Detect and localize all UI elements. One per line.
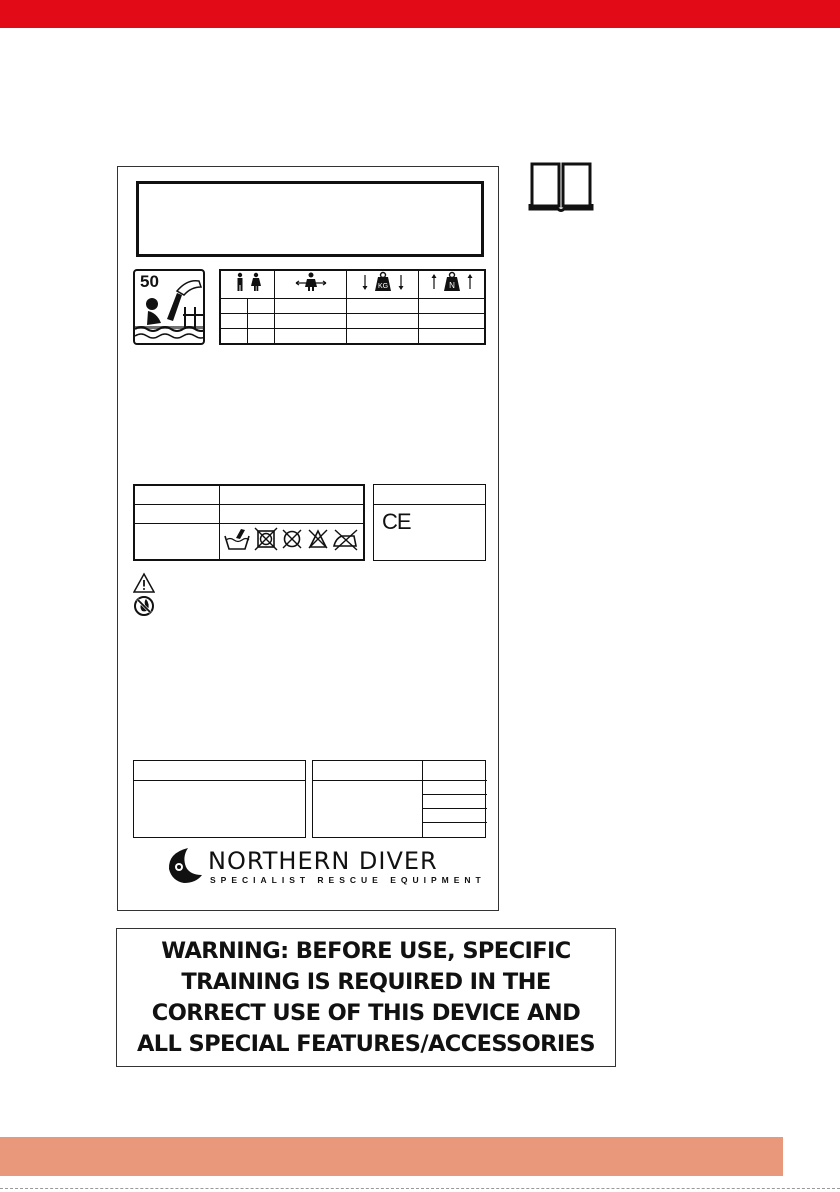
certification-header — [374, 485, 485, 505]
male-female-icon — [229, 272, 267, 292]
materials-care-box — [133, 484, 365, 561]
weight-kg-text: KG — [377, 283, 388, 290]
sizing-row — [221, 299, 485, 314]
buoyancy-n-text: N — [448, 281, 455, 290]
sizing-row — [221, 314, 485, 329]
info-box-left — [133, 760, 306, 838]
no-fire-icon — [133, 595, 155, 617]
no-dry-clean-icon — [309, 530, 327, 548]
sizing-table — [219, 269, 486, 345]
warning-triangle-icon — [133, 572, 155, 594]
info-box-right-column — [313, 761, 423, 837]
hand-wash-icon — [225, 529, 249, 549]
bottom-accent-bar — [0, 1137, 783, 1176]
training-warning-text: WARNING: BEFORE USE, SPECIFIC TRAINING IS REQUIRED IN THE CORRECT USE OF THIS DEVICE AND ALL SPECIAL FEATURES/ACCESSORIES — [136, 937, 595, 1057]
open-book-icon — [528, 160, 594, 212]
weight-kg-icon — [361, 271, 405, 293]
northern-diver-logo — [166, 845, 486, 889]
certification-box — [373, 484, 486, 561]
training-warning-box — [116, 928, 616, 1067]
info-box-right — [312, 760, 486, 838]
top-accent-bar — [0, 0, 840, 28]
sizing-row — [221, 329, 485, 344]
chest-size-icon — [294, 272, 328, 292]
brand-name: NORTHERN DIVER — [208, 847, 438, 875]
swimmer-rescue-icon — [135, 271, 205, 345]
buoyancy-newton-icon — [430, 271, 474, 293]
info-box-left-header — [134, 761, 305, 781]
no-iron-icon — [334, 530, 357, 550]
product-label — [117, 166, 499, 911]
performance-level-pictogram — [133, 269, 205, 345]
care-symbols — [222, 526, 362, 552]
no-tumble-dry-icon — [283, 530, 301, 548]
no-bleach-icon — [255, 528, 277, 550]
northern-diver-logo-icon — [166, 845, 204, 885]
ce-mark: CE — [382, 509, 411, 534]
brand-tagline: SPECIALIST RESCUE EQUIPMENT — [210, 875, 486, 885]
performance-level-number: 50 — [140, 272, 159, 291]
label-title-box — [136, 181, 484, 257]
bottom-dashed-rule — [0, 1188, 840, 1189]
